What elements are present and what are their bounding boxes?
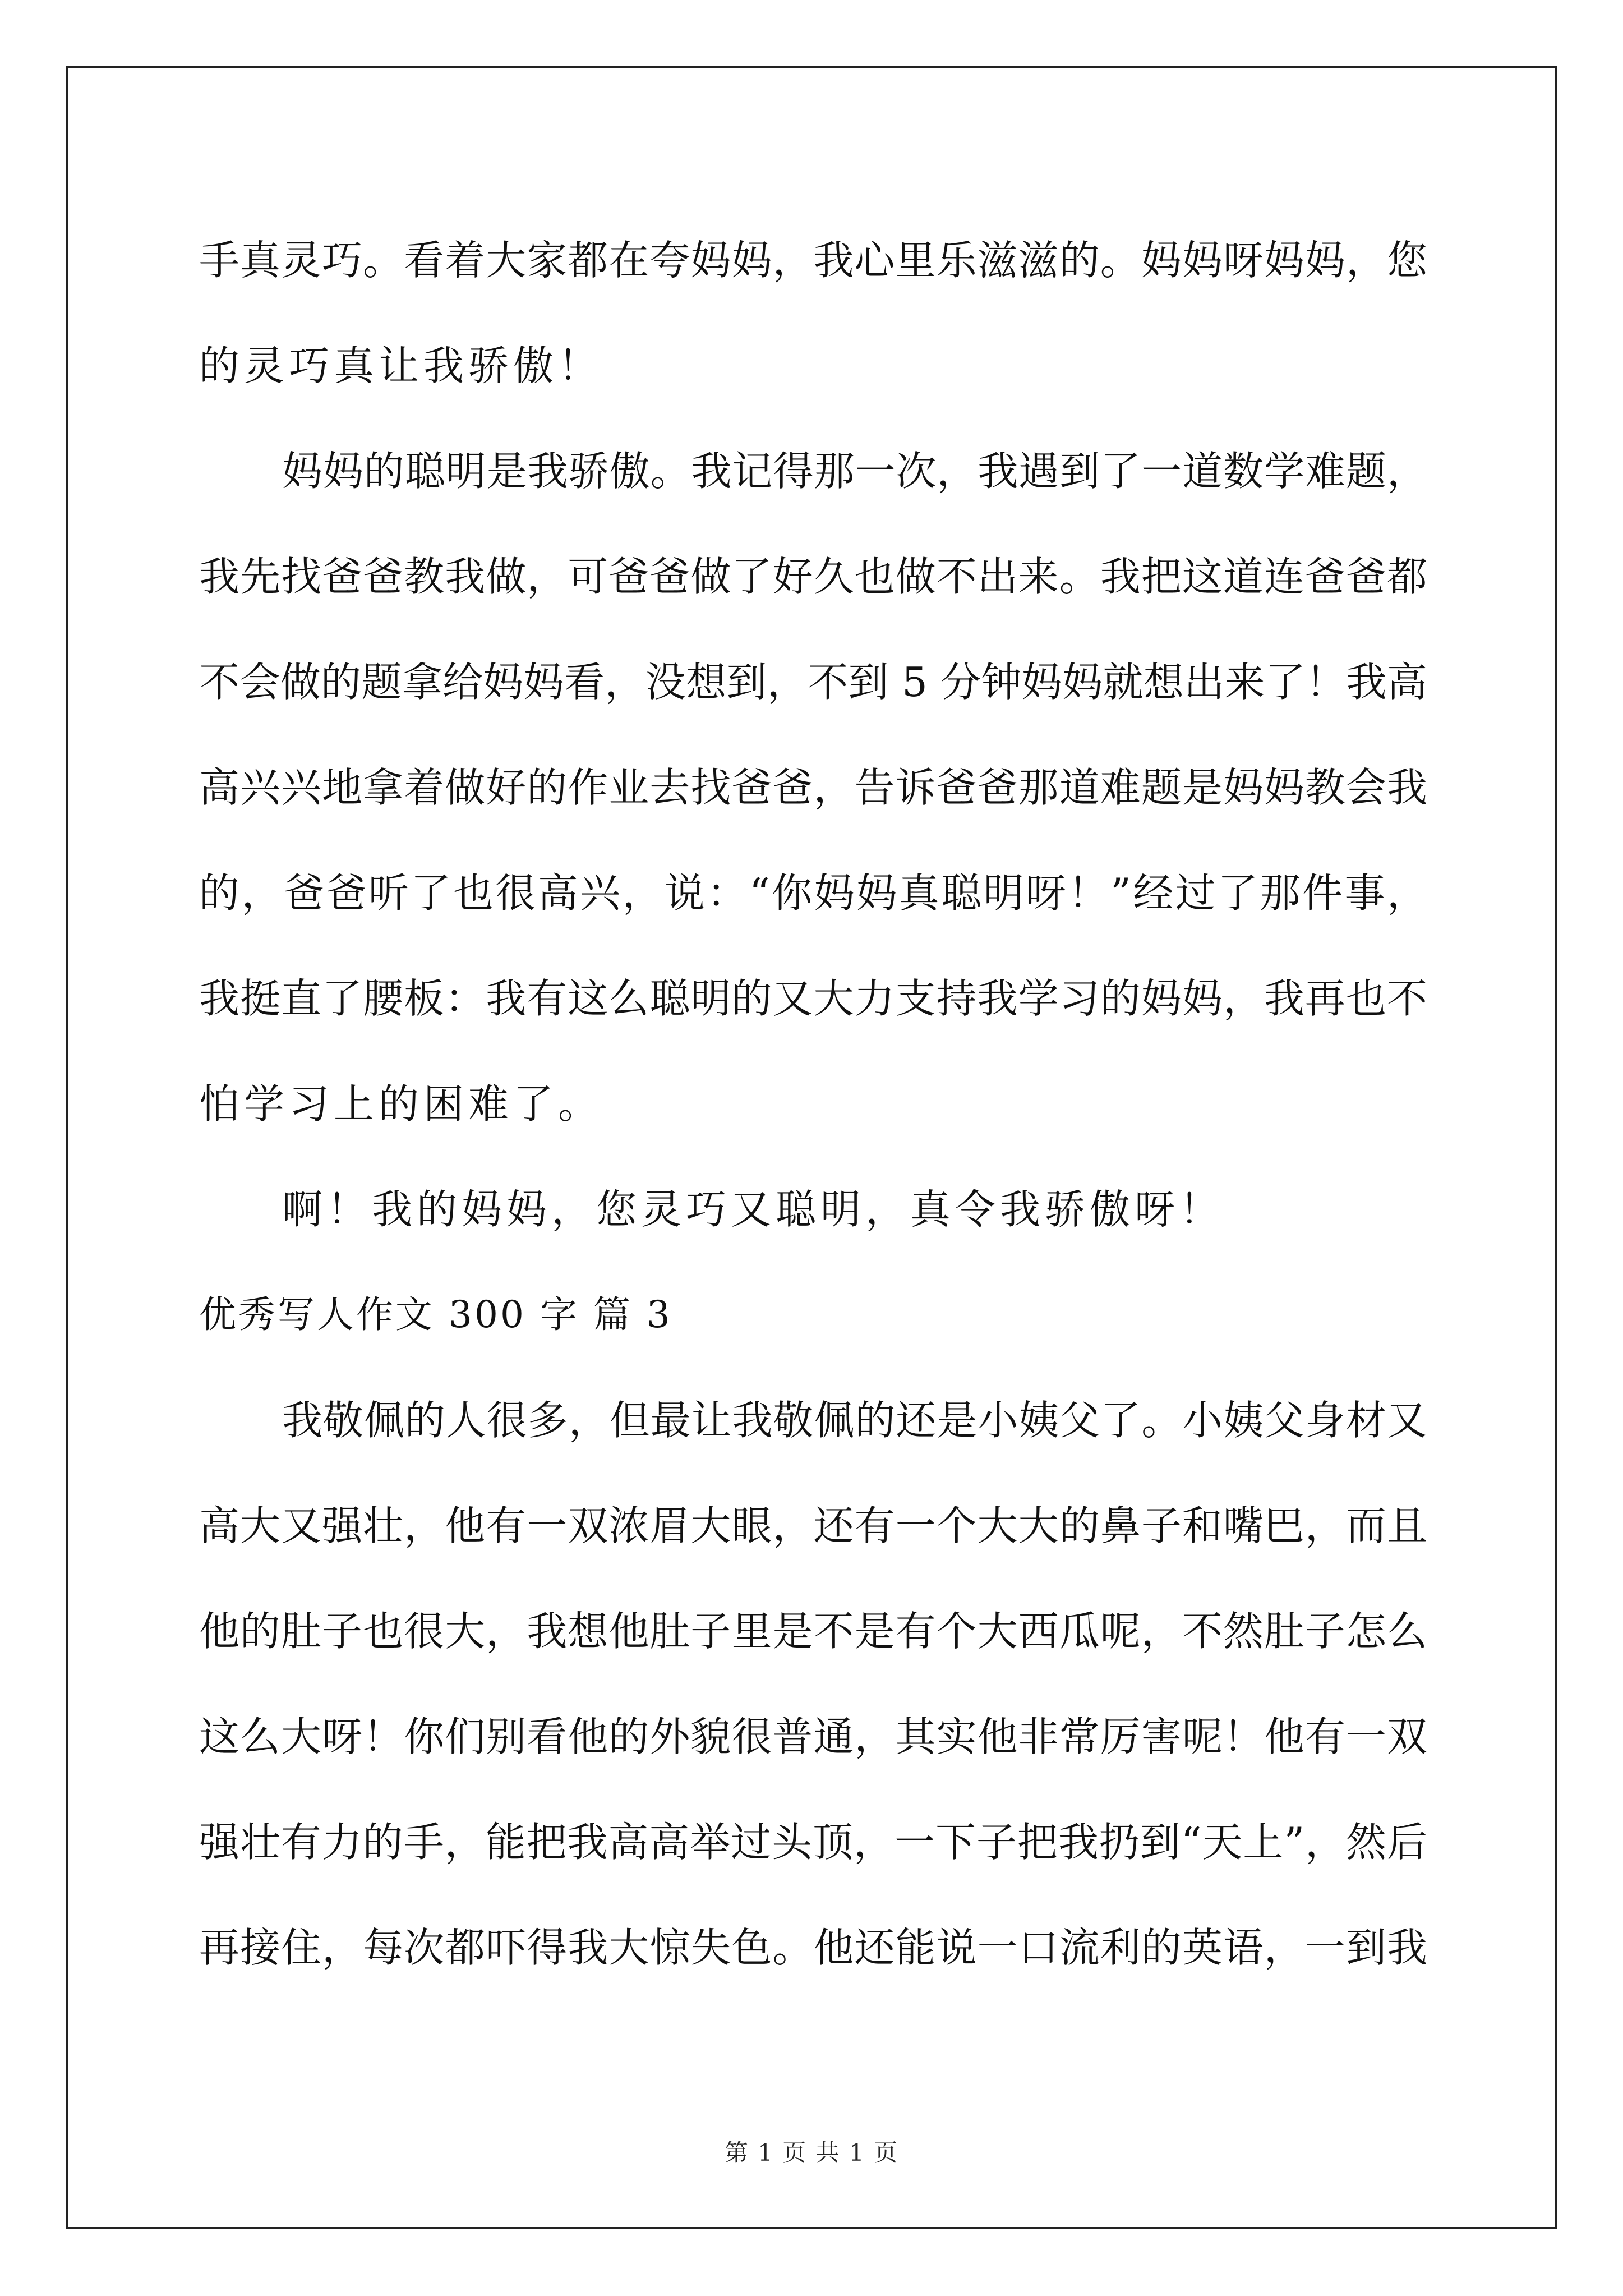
section-heading: 优秀写人作文 300 字 篇 3	[199, 1293, 672, 1336]
paragraph-line: 再接住，每次都吓得我大惊失色。他还能说一口流利的英语，一到我	[199, 1924, 1427, 1971]
paragraph-line: 妈妈的聪明是我骄傲。我记得那一次，我遇到了一道数学难题，	[282, 448, 1427, 495]
paragraph-line: 不会做的题拿给妈妈看，没想到，不到 5 分钟妈妈就想出来了！我高	[199, 659, 1427, 706]
page-footer: 第 1 页 共 1 页	[724, 2139, 899, 2166]
paragraph-line: 他的肚子也很大，我想他肚子里是不是有个大西瓜呢，不然肚子怎么	[199, 1608, 1427, 1655]
paragraph-line: 怕学习上的困难了。	[199, 1080, 603, 1128]
paragraph-line: 的，爸爸听了也很高兴，说：“你妈妈真聪明呀！”经过了那件事，	[199, 869, 1427, 917]
paragraph-line: 的灵巧真让我骄傲！	[199, 342, 603, 389]
paragraph-line: 我先找爸爸教我做，可爸爸做了好久也做不出来。我把这道连爸爸都	[199, 553, 1427, 600]
paragraph-line: 手真灵巧。看着大家都在夸妈妈，我心里乐滋滋的。妈妈呀妈妈，您	[199, 237, 1427, 284]
paragraph-line: 我敬佩的人很多，但最让我敬佩的还是小姨父了。小姨父身材又	[282, 1397, 1427, 1444]
paragraph-line: 我挺直了腰板：我有这么聪明的又大力支持我学习的妈妈，我再也不	[199, 975, 1427, 1022]
paragraph-line: 这么大呀！你们别看他的外貌很普通，其实他非常厉害呢！他有一双	[199, 1713, 1427, 1760]
document-body	[199, 208, 1427, 2000]
paragraph-line: 高大又强壮，他有一双浓眉大眼，还有一个大大的鼻子和嘴巴，而且	[199, 1502, 1427, 1549]
paragraph-line: 啊！我的妈妈，您灵巧又聪明，真令我骄傲呀！	[282, 1186, 1225, 1233]
paragraph-line: 高兴兴地拿着做好的作业去找爸爸，告诉爸爸那道难题是妈妈教会我	[199, 764, 1427, 811]
paragraph-line: 强壮有力的手，能把我高高举过头顶，一下子把我扔到“天上”，然后	[199, 1819, 1427, 1866]
